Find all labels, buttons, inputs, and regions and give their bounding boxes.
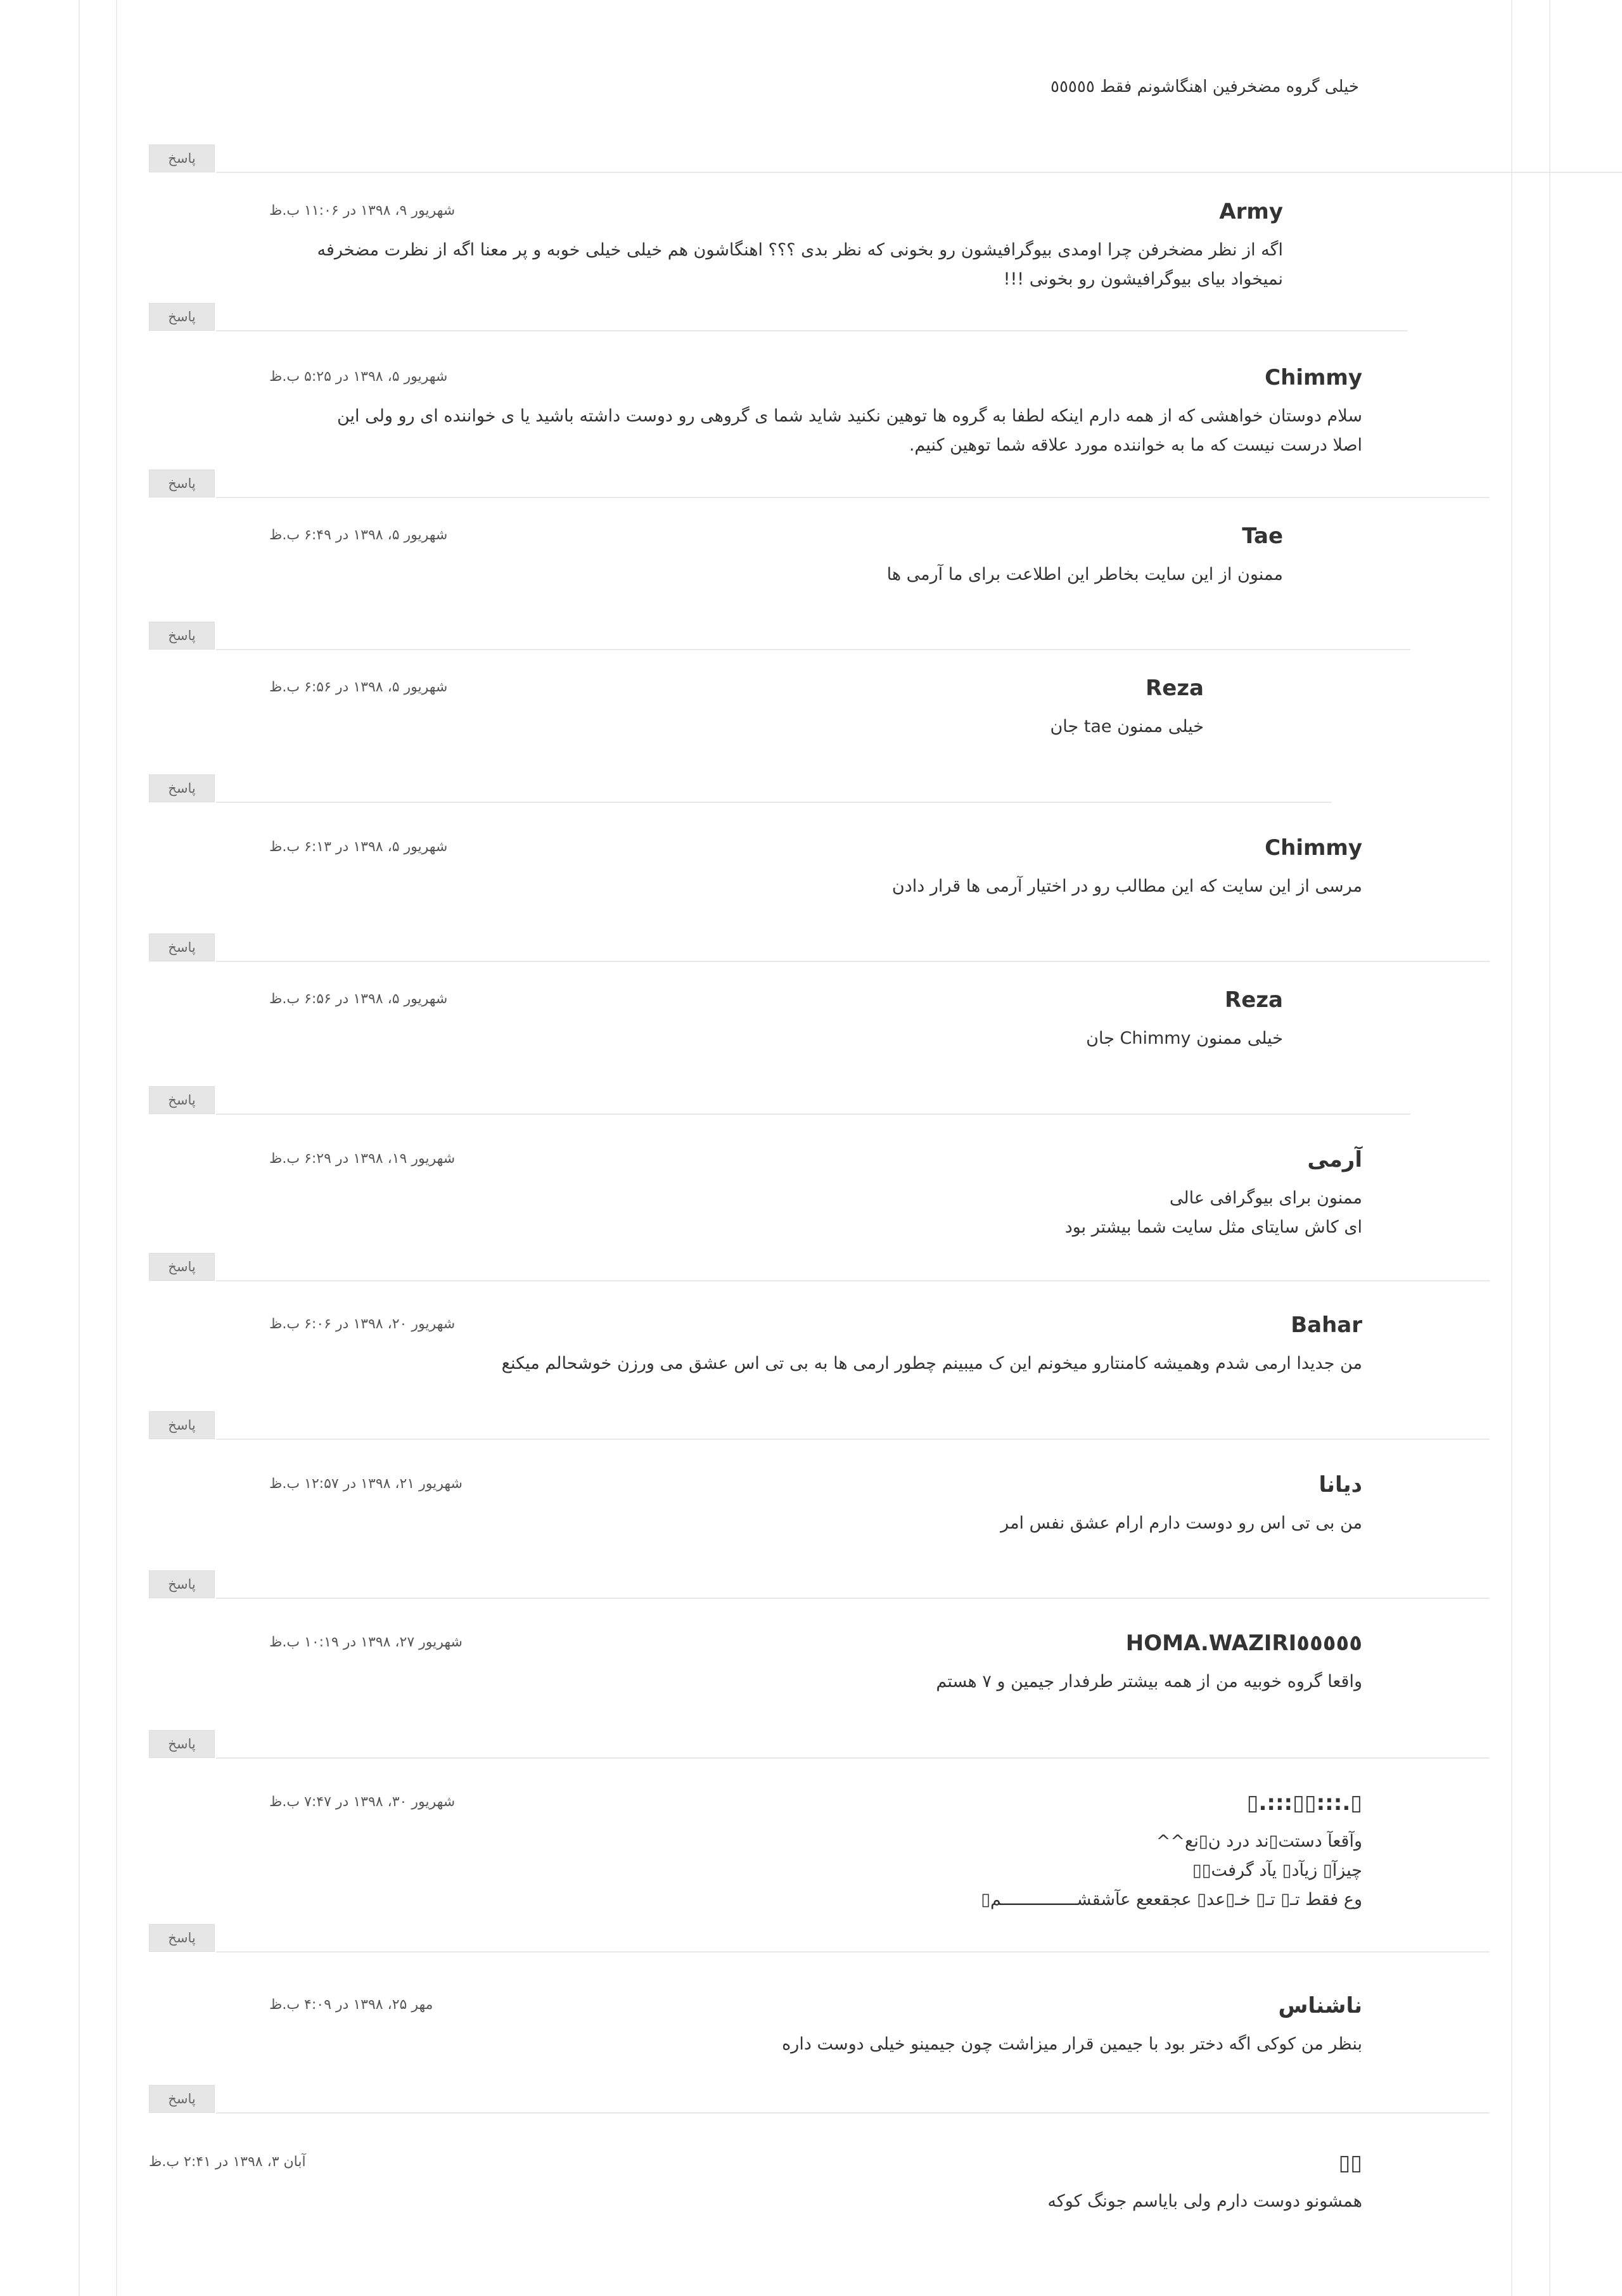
comment [269, 676, 1204, 741]
comment [269, 1790, 1362, 1914]
reply-button[interactable]: پاسخ [149, 1086, 215, 1114]
reply-button[interactable]: پاسخ [149, 1253, 215, 1281]
comment [269, 987, 1283, 1053]
comment-divider [216, 497, 1490, 498]
left-border-outer [79, 0, 80, 2296]
comment-author[interactable]: ▯▯ [1338, 2150, 1362, 2176]
comment-line: بنظر من کوکی اگه دختر بود با جیمین قرار میزاشت چون جیمینو خیلی دوست داره [782, 2034, 1362, 2054]
comment-date[interactable]: شهریور ۲۱، ۱۳۹۸ در ۱۲:۵۷ ب.ظ [269, 1476, 463, 1492]
comment-divider [216, 1757, 1490, 1759]
comment-body [269, 712, 1204, 741]
comment-date[interactable]: شهریور ۱۹، ۱۳۹۸ در ۶:۲۹ ب.ظ [269, 1151, 456, 1167]
comment-line: نمیخواد بیای بیوگرافیشون رو بخونی !!! [1003, 269, 1283, 289]
comment-body [149, 2187, 1362, 2216]
comment-line: ممنون برای بیوگرافی عالی [1169, 1188, 1362, 1208]
comment [269, 835, 1362, 901]
comment [149, 2150, 1362, 2216]
comment [269, 365, 1362, 460]
comment-divider [216, 2112, 1490, 2113]
comment-author[interactable]: Chimmy [1265, 835, 1362, 861]
comment-date[interactable]: آبان ۳، ۱۳۹۸ در ۲:۴۱ ب.ظ [149, 2154, 306, 2170]
reply-button[interactable]: پاسخ [149, 622, 215, 650]
comment-body [269, 1024, 1283, 1053]
comment-date[interactable]: شهریور ۲۰، ۱۳۹۸ در ۶:۰۶ ب.ظ [269, 1316, 456, 1332]
comment-date[interactable]: شهریور ۳۰، ۱۳۹۸ در ۷:۴۷ ب.ظ [269, 1794, 456, 1810]
comment [269, 1312, 1362, 1378]
comment-author[interactable]: Tae [1242, 523, 1283, 549]
comment-line: ای کاش سایتای مثل سایت شما بیشتر بود [1064, 1217, 1362, 1237]
comment-line: ممنون از این سایت بخاطر این اطلاعت برای ما آرمی ها [886, 565, 1283, 584]
reply-button[interactable]: پاسخ [149, 1411, 215, 1439]
comment-author[interactable]: Reza [1225, 987, 1283, 1013]
comment-author[interactable]: HOMA.WAZIRI٥٥٥٥٥ [1125, 1631, 1362, 1656]
comment-divider [216, 1951, 1490, 1953]
reply-button[interactable]: پاسخ [149, 1730, 215, 1758]
comment-author[interactable]: Bahar [1291, 1312, 1362, 1338]
right-border-outer [1549, 0, 1550, 2296]
comment-divider [216, 330, 1407, 331]
reply-button[interactable]: پاسخ [149, 144, 215, 172]
comment-body [269, 402, 1362, 460]
reply-button[interactable]: پاسخ [149, 303, 215, 331]
comment-divider [216, 1113, 1410, 1115]
comment-body [269, 1509, 1362, 1538]
left-border-inner [116, 0, 117, 2296]
comment-date[interactable]: شهریور ۵، ۱۳۹۸ در ۶:۵۶ ب.ظ [269, 679, 448, 695]
comment-body [269, 1827, 1362, 1914]
comment-author[interactable]: Reza [1146, 676, 1204, 701]
comment [269, 199, 1283, 294]
comment-author[interactable]: دیانا [1319, 1472, 1362, 1498]
comment-date[interactable]: شهریور ۲۷، ۱۳۹۸ در ۱۰:۱۹ ب.ظ [269, 1634, 463, 1650]
comment-author[interactable]: ناشناس [1278, 1993, 1362, 2018]
reply-button[interactable]: پاسخ [149, 2085, 215, 2113]
comment-divider [216, 649, 1410, 650]
reply-button[interactable]: پاسخ [149, 774, 215, 802]
comment-line: خیلی ممنون Chimmy جان [1086, 1029, 1283, 1048]
comment-line: وآقعآ دستت▯ند درد ن▯نع^^ [1156, 1831, 1362, 1851]
comment-line: اصلا درست نیست که ما به خواننده مورد علاقه شما توهین کنیم. [909, 435, 1362, 455]
comment-line: واقعا گروه خوبیه من از همه بیشتر طرفدار جیمین و ۷ هستم [936, 1672, 1362, 1691]
comment [269, 523, 1283, 589]
comment-line: اگه از نظر مضخرفن چرا اومدی بیوگرافیشون رو بخونی که نظر بدی ؟؟؟ اهنگاشون هم خیلی خیلی خوبه و پر معنا اگه از نظرت مضخرفه [317, 240, 1283, 260]
comment-date[interactable]: شهریور ۵، ۱۳۹۸ در ۶:۴۹ ب.ظ [269, 527, 448, 543]
reply-button[interactable]: پاسخ [149, 1570, 215, 1598]
comment-body [269, 1349, 1362, 1378]
comment-divider [216, 1439, 1490, 1440]
comment-line: من بی تی اس رو دوست دارم ارام عشق نفس امر [1000, 1513, 1362, 1533]
comment [269, 1147, 1362, 1242]
comment-date[interactable]: شهریور ۹، ۱۳۹۸ در ۱۱:۰۶ ب.ظ [269, 203, 456, 219]
comment-author[interactable]: Chimmy [1265, 365, 1362, 390]
comment-line: مرسی از این سایت که این مطالب رو در اختیار آرمی ها قرار دادن [891, 876, 1362, 896]
right-border-inner [1511, 0, 1512, 2296]
comment-divider [216, 961, 1490, 962]
comment-body [269, 560, 1283, 589]
comment-date[interactable]: مهر ۲۵، ۱۳۹۸ در ۴:۰۹ ب.ظ [269, 1997, 433, 2013]
comment-divider [216, 1280, 1490, 1281]
reply-button[interactable]: پاسخ [149, 1924, 215, 1952]
comment-body [269, 872, 1362, 901]
comment-line: چیزآ▯ زیآد▯ یآد گرفت▯▯ [1192, 1861, 1362, 1880]
comment-line: خیلی ممنون tae جان [1050, 717, 1204, 736]
comment-divider [216, 1598, 1490, 1599]
comment-body [269, 236, 1283, 294]
comment-divider [216, 802, 1331, 803]
comment-author[interactable]: Army [1219, 199, 1283, 224]
comment-line: وع فقط تـ▯ تـ▯ خـ▯عد▯ عجقععع عآشقشـــــــــــــــم▯ [981, 1890, 1362, 1909]
comment-line: من جدیدا ارمی شدم وهمیشه کامنتارو میخونم این ک میبینم چطور ارمی ها به بی تی اس عشق می ورزن خوشحالم میکنع [501, 1354, 1362, 1373]
comment-date[interactable]: شهریور ۵، ۱۳۹۸ در ۵:۲۵ ب.ظ [269, 369, 448, 385]
comment-line: همشونو دوست دارم ولی بایاسم جونگ کوکه [1047, 2191, 1362, 2211]
comment-date[interactable]: شهریور ۵، ۱۳۹۸ در ۶:۵۶ ب.ظ [269, 991, 448, 1007]
comment-line: سلام دوستان خواهشی که از همه دارم اینکه لطفا به گروه ها توهین نکنید شاید شما ی گروهی رو دوست داشته باشید یا ی خواننده ای رو ولی این [336, 406, 1362, 426]
reply-button[interactable]: پاسخ [149, 470, 215, 497]
comment-body [269, 2030, 1362, 2059]
comment-divider [216, 172, 1622, 173]
comment-body-text: خیلی گروه مضخرفین اهنگاشونم فقط ٥٥٥٥٥ [1050, 77, 1359, 96]
reply-button[interactable]: پاسخ [149, 933, 215, 961]
comment [269, 1472, 1362, 1538]
comment [269, 1631, 1362, 1696]
comment-author[interactable]: آرمی [1307, 1147, 1362, 1172]
comment [269, 1993, 1362, 2059]
comment-author[interactable]: ▯.:::▯▯:::.▯ [1246, 1790, 1362, 1816]
comment-body [269, 1667, 1362, 1696]
comment-body [269, 1184, 1362, 1242]
comment-date[interactable]: شهریور ۵، ۱۳۹۸ در ۶:۱۳ ب.ظ [269, 839, 448, 855]
